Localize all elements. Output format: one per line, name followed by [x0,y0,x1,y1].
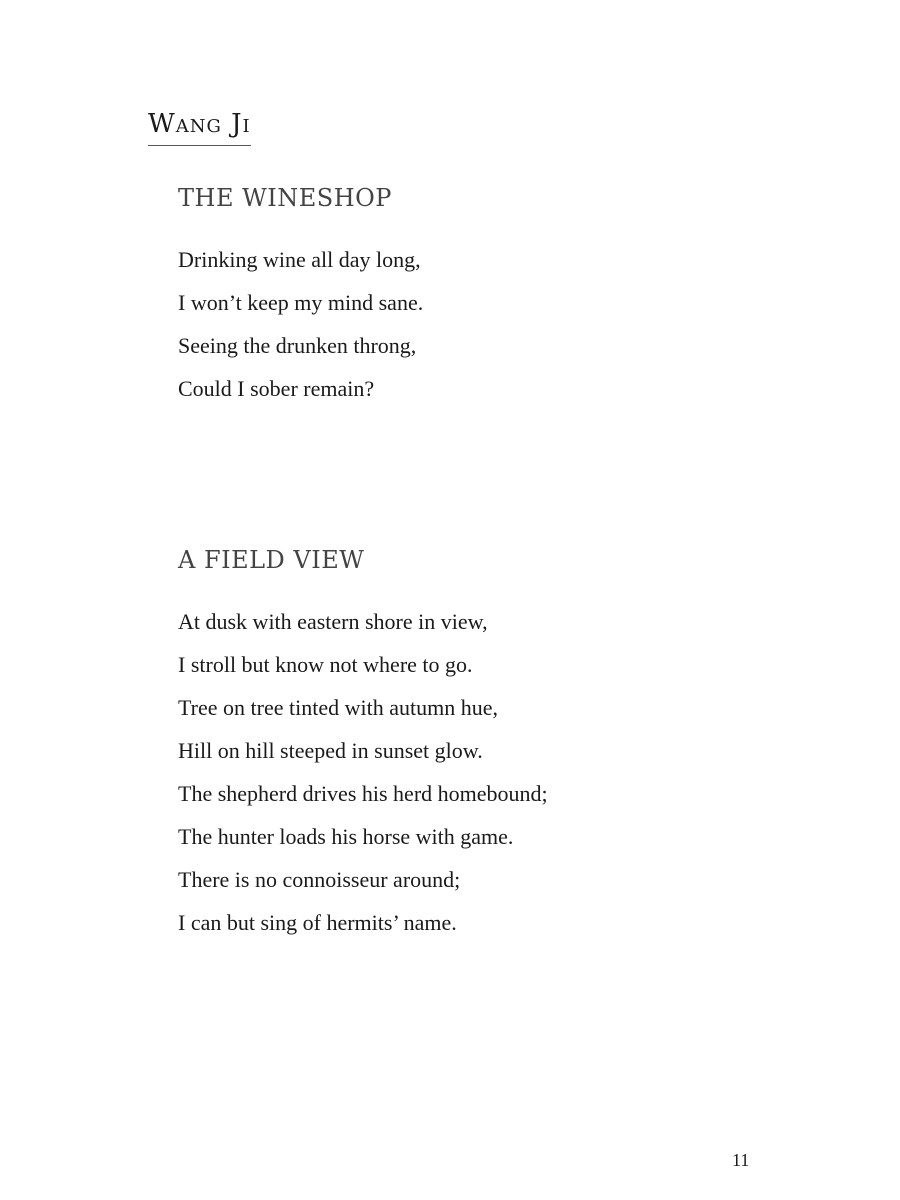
poem-line: Could I sober remain? [178,376,375,401]
poem-line: The hunter loads his horse with game. [178,824,514,849]
poem-line: Hill on hill steeped in sunset glow. [178,738,483,763]
poem-line: The shepherd drives his herd homebound; [178,781,548,806]
poem-line: I won’t keep my mind sane. [178,290,424,315]
poem-title: THE WINESHOP [178,184,392,212]
poem-line: Drinking wine all day long, [178,247,421,272]
poem-line: I can but sing of hermits’ name. [178,910,457,935]
author-heading: Wang Ji [148,110,251,146]
poem-lines [178,600,548,944]
poem-lines [178,238,423,410]
poem-the-wineshop [178,180,423,410]
poem-title: A FIELD VIEW [178,546,365,574]
poem-line: There is no connoisseur around; [178,867,461,892]
poem-line: Seeing the drunken throng, [178,333,417,358]
poem-line: Tree on tree tinted with autumn hue, [178,695,498,720]
page-number: 11 [732,1150,750,1170]
poem-a-field-view [178,542,548,944]
poem-line: I stroll but know not where to go. [178,652,473,677]
poem-line: At dusk with eastern shore in view, [178,609,488,634]
